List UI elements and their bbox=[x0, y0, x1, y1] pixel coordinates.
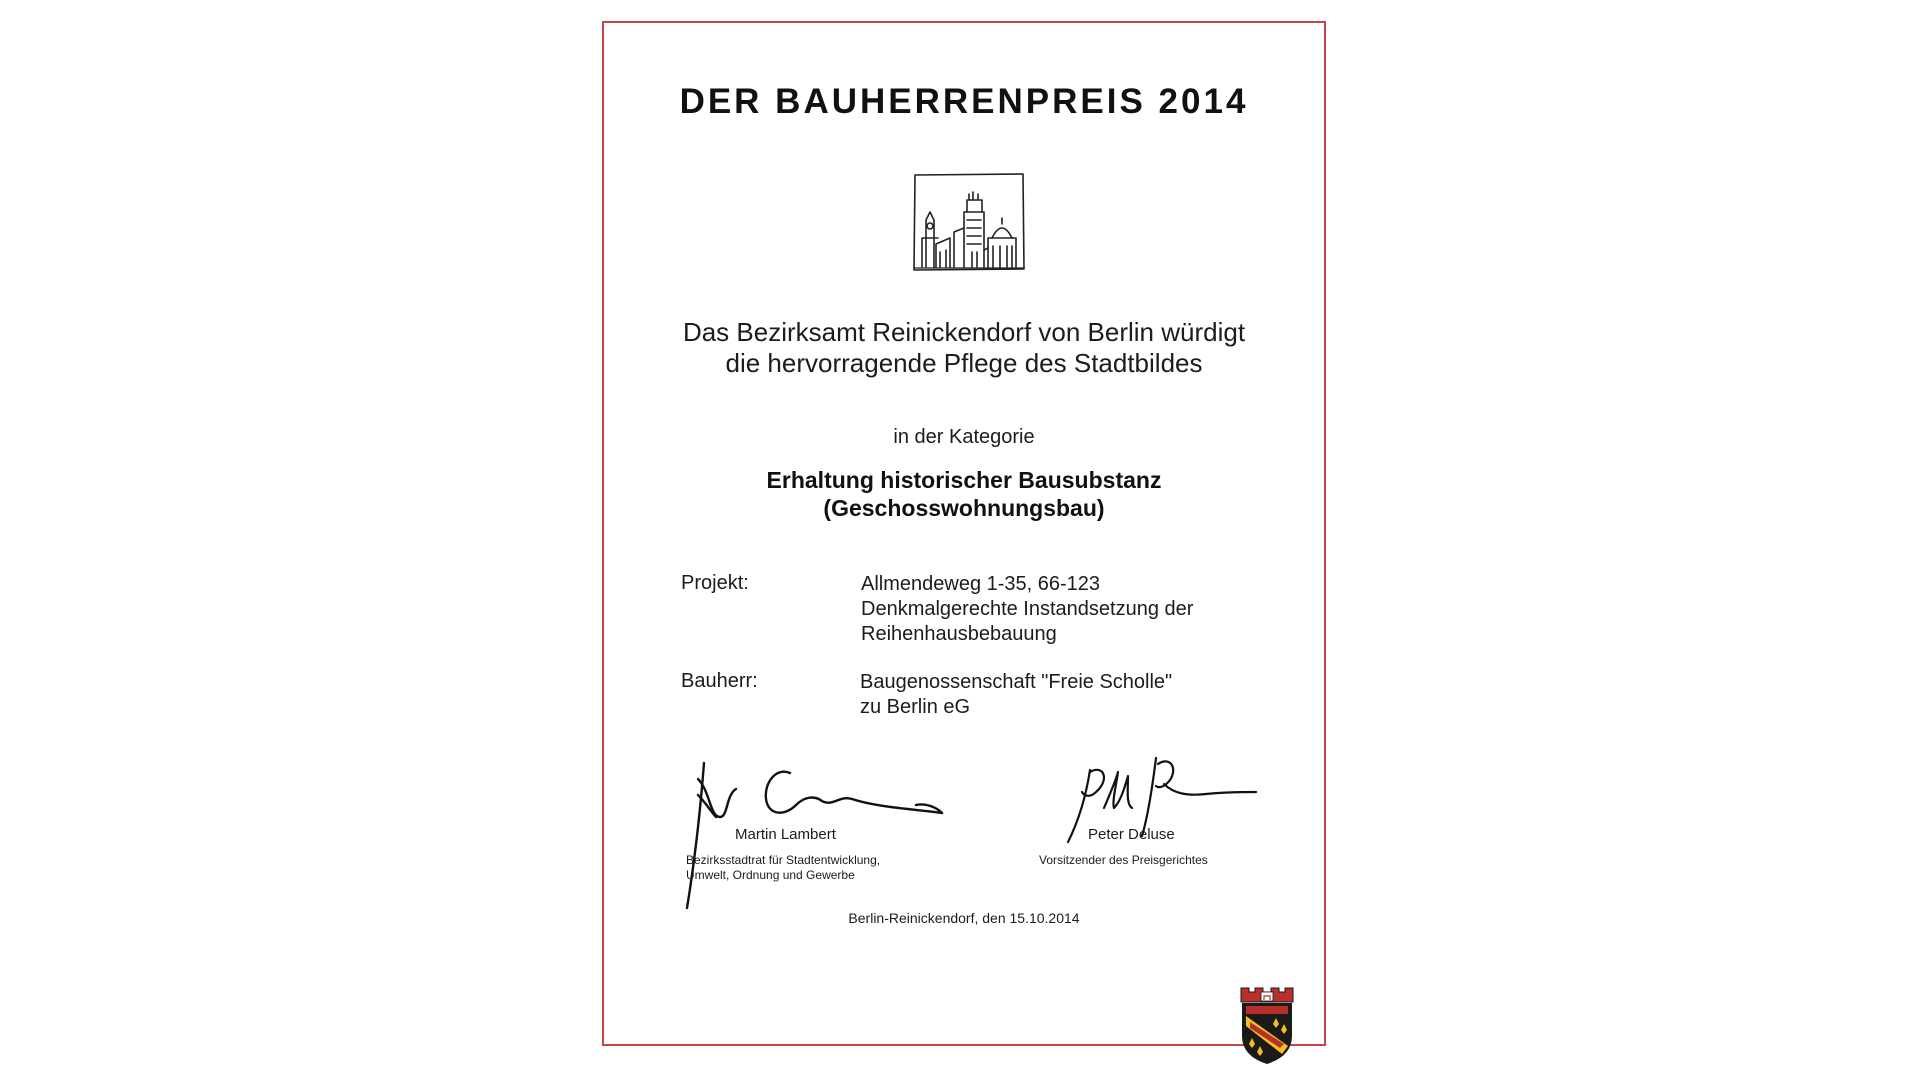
signatory-name-2: Peter Deluse bbox=[1088, 826, 1175, 843]
city-skyline-sketch-icon bbox=[912, 172, 1026, 272]
signatory-role-line: Bezirksstadtrat für Stadtentwicklung, bbox=[686, 853, 881, 867]
place-date: Berlin-Reinickendorf, den 15.10.2014 bbox=[848, 910, 1080, 926]
project-line: Allmendeweg 1-35, 66-123 bbox=[861, 573, 1101, 595]
signatory-role-line: Vorsitzender des Preisgerichtes bbox=[1039, 853, 1208, 867]
intro-line-2: die hervorragende Pflege des Stadtbildes bbox=[725, 348, 1203, 378]
signatory-role-line: Umwelt, Ordnung und Gewerbe bbox=[686, 868, 855, 882]
intro-line-1: Das Bezirksamt Reinickendorf von Berlin würdigt bbox=[682, 317, 1246, 347]
signatory-role-2 bbox=[1039, 853, 1208, 868]
project-value bbox=[861, 572, 1193, 647]
category-title-line-2: (Geschosswohnungsbau) bbox=[823, 495, 1105, 521]
project-line: Reihenhausbebauung bbox=[861, 623, 1057, 645]
project-line: Denkmalgerechte Instandsetzung der bbox=[861, 598, 1194, 620]
category-label: in der Kategorie bbox=[893, 426, 1035, 448]
project-label: Projekt: bbox=[681, 572, 749, 594]
builder-value bbox=[860, 670, 1172, 720]
certificate-title: DER BAUHERRENPREIS 2014 bbox=[679, 82, 1249, 121]
reinickendorf-coat-of-arms-icon bbox=[1238, 986, 1296, 1066]
signatory-name-1: Martin Lambert bbox=[735, 826, 836, 843]
builder-line: Baugenossenschaft "Freie Scholle" bbox=[860, 671, 1173, 693]
category-title bbox=[602, 466, 1326, 522]
builder-line: zu Berlin eG bbox=[860, 696, 971, 718]
builder-label: Bauherr: bbox=[681, 670, 758, 692]
signatory-role-1 bbox=[686, 853, 880, 883]
intro-text bbox=[602, 317, 1326, 379]
category-title-line-1: Erhaltung historischer Bausubstanz bbox=[766, 467, 1162, 493]
